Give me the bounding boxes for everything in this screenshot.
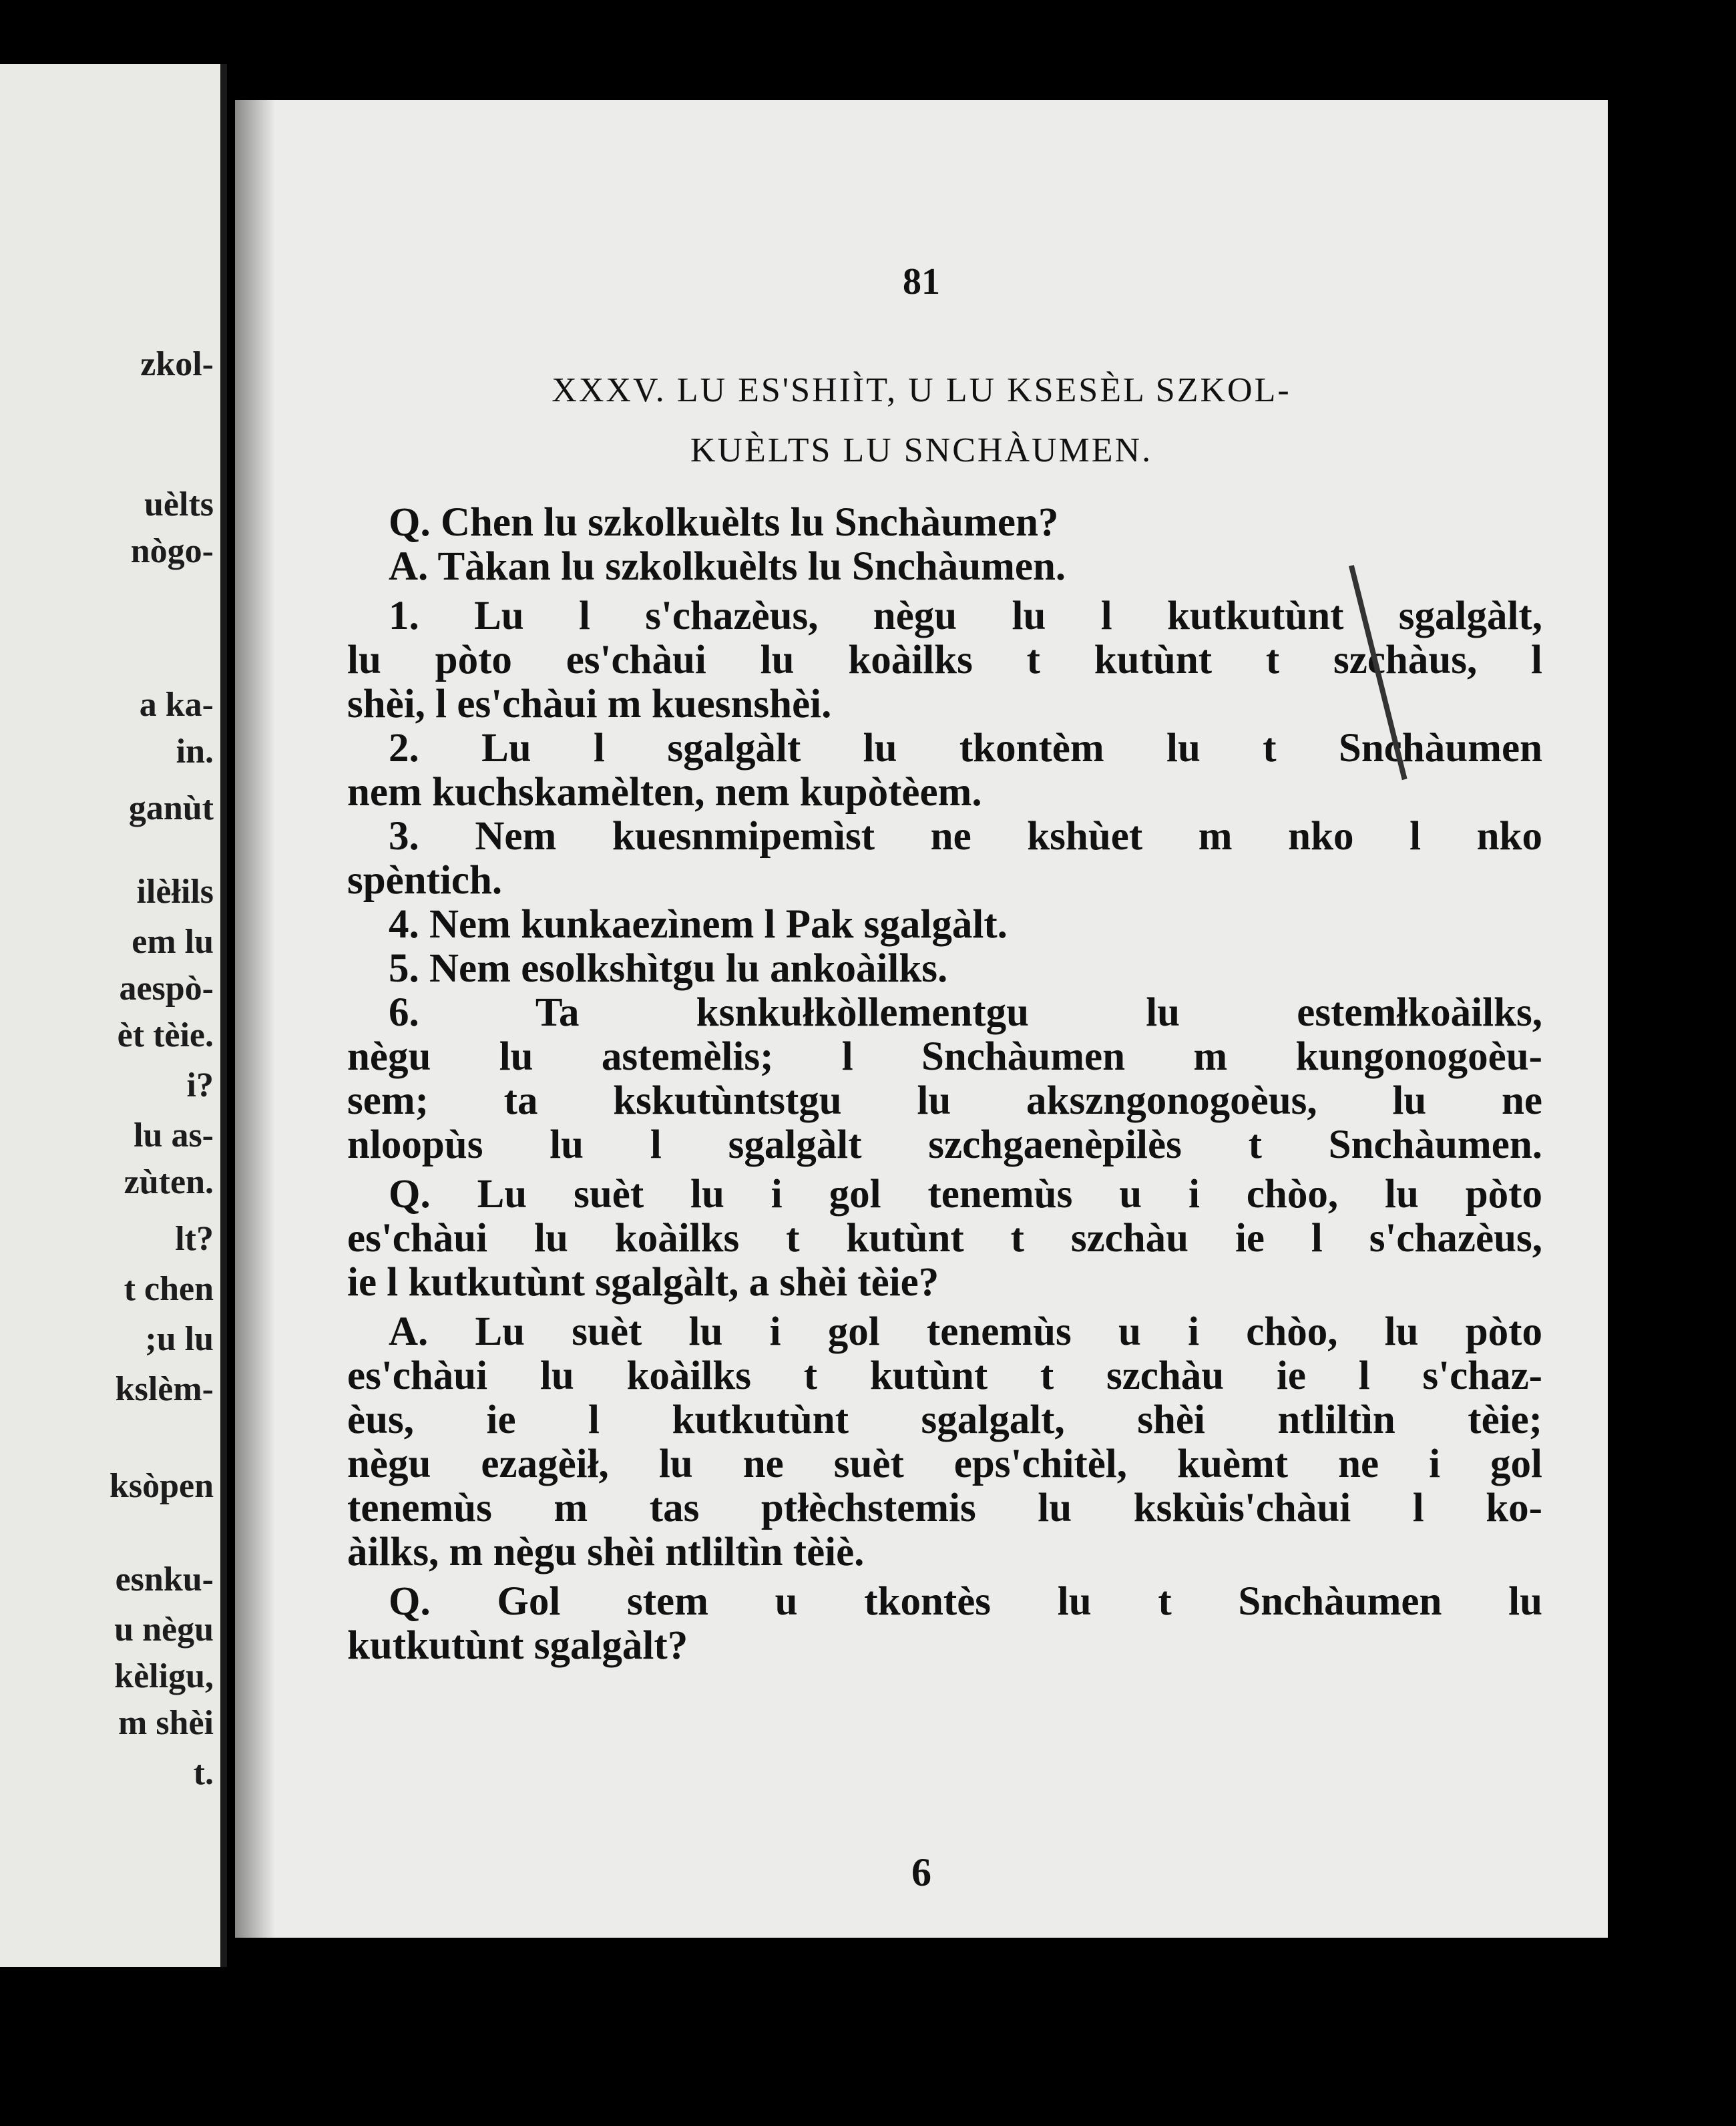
chapter-heading-line-2: KUÈLTS LU SNCHÀUMEN. [690, 431, 1153, 469]
text-line: àilks, m nègu shèi ntliltìn tèiè. [347, 1530, 865, 1574]
text-line: es'chàui lu koàilks t kutùnt t szchàu ie l s'chazèus, [347, 1216, 1542, 1261]
text-line: sem; ta kskutùntstgu lu akszngonogoèus, lu ne [347, 1078, 1542, 1123]
left-text-fragment: lu as- [134, 1116, 214, 1154]
left-page-fragment [0, 64, 227, 1967]
question-line: Q. Lu suèt lu i gol tenemùs u i chòo, lu pòto [389, 1172, 1542, 1217]
left-text-fragment: ksòpen [109, 1467, 214, 1505]
text-line: 2. Lu l sgalgàlt lu tkontèm lu t Snchàumen [389, 726, 1542, 771]
text-line: nem kuchskamèlten, nem kupòtèem. [347, 770, 982, 815]
text-line: 3. Nem kuesnmipemìst ne kshùet m nko l nko [389, 814, 1542, 859]
left-text-fragment: kslèm- [115, 1370, 214, 1408]
left-text-fragment: èt tèie. [117, 1016, 214, 1054]
text-line: shèi, l es'chàui m kuesnshèi. [347, 682, 832, 726]
question-line: Q. Chen lu szkolkuèlts lu Snchàumen? [389, 500, 1059, 545]
text-line: tenemùs m tas ptłèchstemis lu kskùis'chàui l ko- [347, 1486, 1542, 1530]
answer-line: A. Tàkan lu szkolkuèlts lu Snchàumen. [389, 544, 1066, 589]
left-text-fragment: aespò- [119, 970, 214, 1008]
left-text-fragment: ilèłils [136, 873, 214, 911]
left-text-fragment: zùten. [124, 1163, 214, 1201]
question-line: Q. Gol stem u tkontès lu t Snchàumen lu [389, 1579, 1542, 1624]
text-line: nègu ezagèił, lu ne suèt eps'chitèl, kuèmt ne i gol [347, 1442, 1542, 1486]
left-text-fragment: esnku- [115, 1560, 214, 1599]
text-line: ie l kutkutùnt sgalgàlt, a shèi tèie? [347, 1260, 939, 1305]
text-line: 1. Lu l s'chazèus, nègu lu l kutkutùnt sgalgàlt, [389, 594, 1542, 638]
left-text-fragment: t chen [124, 1270, 214, 1308]
text-line: nègu lu astemèlis; l Snchàumen m kungonogoèu- [347, 1034, 1542, 1079]
chapter-heading-line-1: XXXV. LU ES'SHIÌT, U LU KSESÈL SZKOL- [552, 371, 1291, 409]
left-text-fragment: em lu [132, 923, 214, 961]
left-text-fragment: i? [186, 1066, 214, 1104]
left-text-fragment: uèlts [144, 485, 214, 523]
signature-mark: 6 [911, 1850, 931, 1894]
left-text-fragment: zkol- [140, 345, 214, 383]
answer-line: A. Lu suèt lu i gol tenemùs u i chòo, lu pòto [389, 1309, 1542, 1354]
left-text-fragment: u nègu [114, 1611, 214, 1649]
left-text-fragment: ;u lu [145, 1320, 214, 1358]
left-text-fragment: ganùt [128, 789, 214, 827]
body-text [347, 501, 1542, 1668]
text-line: nloopùs lu l sgalgàlt szchgaenèpilès t Snchàumen. [347, 1122, 1542, 1167]
text-line: 6. Ta ksnkułkòllementgu lu estemłkoàilks, [389, 990, 1542, 1035]
text-line: 4. Nem kunkaezìnem l Pak sgalgàlt. [389, 902, 1008, 947]
left-text-fragment: t. [193, 1754, 214, 1792]
left-text-fragment: m shèi [118, 1704, 214, 1742]
book-page [235, 100, 1608, 1938]
text-line: kutkutùnt sgalgàlt? [347, 1623, 688, 1668]
left-text-fragment: kèligu, [114, 1657, 214, 1695]
left-text-fragment: nògo- [130, 532, 214, 570]
text-line: lu pòto es'chàui lu koàilks t kutùnt t szchàus, l [347, 638, 1542, 682]
left-text-fragment: in. [176, 732, 214, 771]
text-line: 5. Nem esolkshìtgu lu ankoàilks. [389, 946, 948, 991]
page-number: 81 [903, 261, 940, 302]
text-line: es'chàui lu koàilks t kutùnt t szchàu ie l s'chaz- [347, 1353, 1542, 1398]
left-text-fragment: a ka- [139, 686, 214, 724]
text-line: èus, ie l kutkutùnt sgalgalt, shèi ntliltìn tèie; [347, 1398, 1542, 1442]
text-line: spèntich. [347, 858, 503, 903]
left-text-fragment: lt? [175, 1220, 214, 1258]
